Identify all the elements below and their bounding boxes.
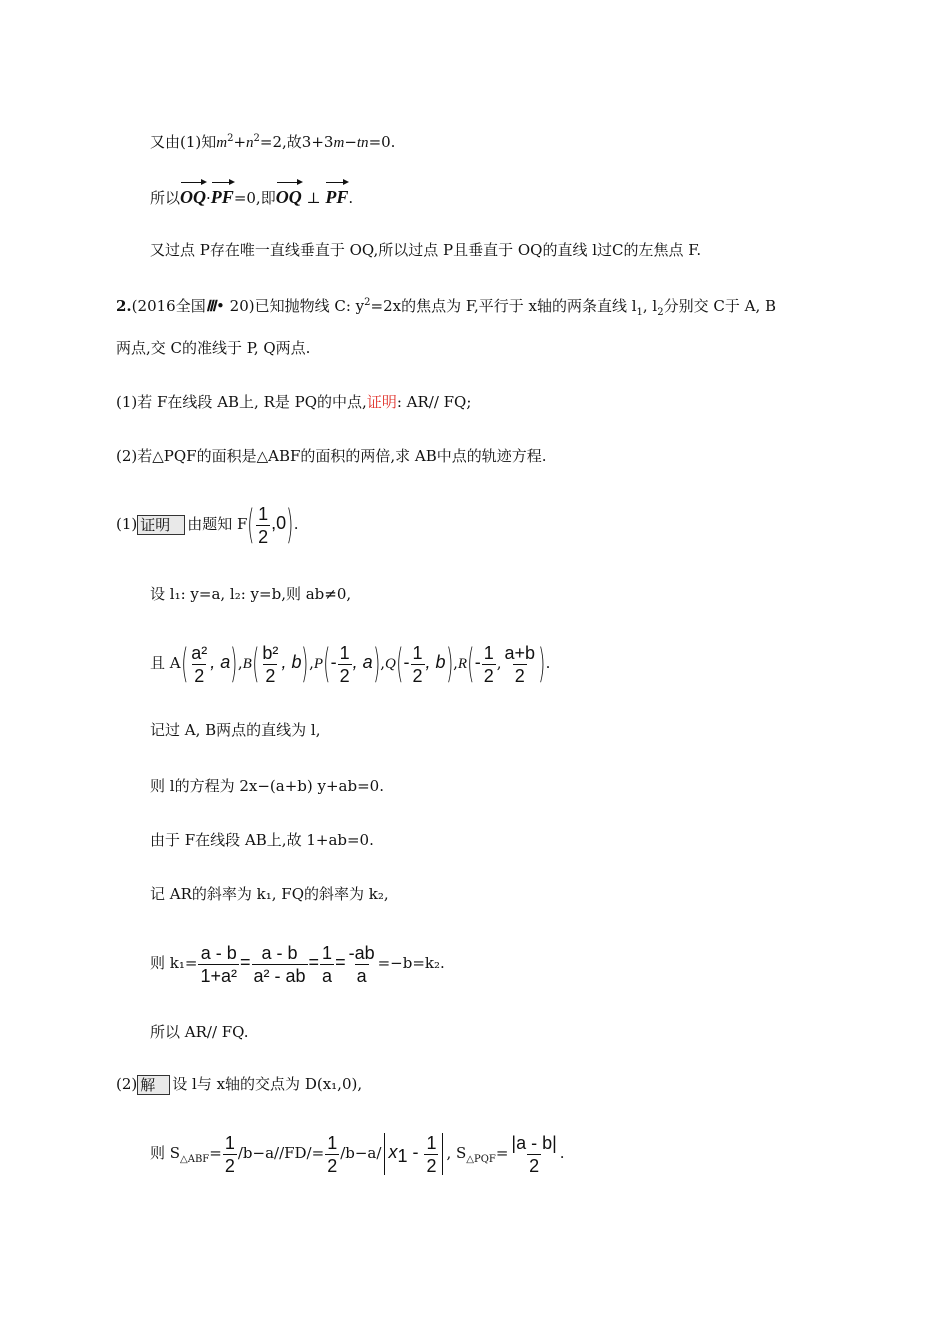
solution-line-8 [150,937,445,988]
fraction: $\frac{a+b}{2}$ [504,642,536,686]
text: 设 l与 x轴的交点为 D(x₁,0), [172,1075,363,1093]
answer-box: 解 [137,1075,170,1095]
left-paren: ( [252,641,260,687]
text: 又过点 P存在唯一直线垂直于 OQ,所以过点 P且垂直于 OQ的直线 l过C的左焦点 F. [150,241,702,259]
left-paren: ( [247,502,255,548]
fraction: $\frac{1}{2}$ [224,1132,235,1176]
text: 则 k₁= [150,954,198,972]
minus: − [344,133,357,151]
sub: 2 [657,307,664,318]
abs-bar-right [442,1133,443,1175]
text: 分别交 C于 A, B [663,297,777,315]
fraction: $\frac{\text{b²}}{2}$ [262,642,279,686]
text: /b−a/ [340,1144,382,1162]
point-label: Q [385,656,396,672]
minus: - [407,1142,424,1162]
text: =−b=k₂. [377,954,445,972]
text: = [209,1144,222,1162]
var-m: m [216,135,228,151]
subscript: 1 [397,1146,408,1166]
text: =2,故3+3 [259,133,334,151]
fraction-half: $\frac{1}{2}$ [258,503,269,547]
text: , l [642,297,658,315]
text: : AR// FQ; [396,393,472,411]
fraction: $\frac{1}{2}$ [412,642,423,686]
text: 则 l的方程为 2x−(a+b) y+ab=0. [150,777,384,795]
neg: - [474,652,481,672]
fraction: $\frac{1}{2}$ [327,1132,338,1176]
exp: 2 [227,133,234,144]
solution-line-5 [150,776,384,796]
part-tag: (2) [116,1075,138,1093]
coord: , a [352,652,373,672]
line-3 [150,240,701,260]
left-paren: ( [323,641,331,687]
text: 又由(1)知 [150,133,217,151]
text: =0,即 [233,189,276,207]
text: (2016全国 [131,297,206,315]
solution-line-7 [150,884,389,904]
text: 由于 F在线段 AB上,故 1+ab=0. [150,831,374,849]
var-n: n [246,135,254,151]
exp: 2 [364,297,371,308]
part-tag: (1) [116,515,138,533]
fraction: $\frac{a - b}{\text{1+a²}}$ [200,942,237,986]
right-paren: ) [286,502,294,548]
fraction: $\frac{a - b}{\text{a² - ab}}$ [253,942,306,986]
text: 记 AR的斜率为 k₁, FQ的斜率为 k₂, [150,885,389,903]
text: = [495,1144,509,1162]
solution-line-9 [150,1022,249,1042]
sub: 1 [636,307,643,318]
fraction: $\frac{|a - b|}{2}$ [511,1132,557,1176]
text: 设 l₁: y=a, l₂: y=b,则 ab≠0, [150,585,352,603]
vector-oq: OQ [180,184,206,210]
fraction: $\frac{\text{a²}}{2}$ [191,642,208,686]
coord: , b [281,652,302,672]
text: . [348,189,354,207]
solution-line-6 [150,830,374,850]
exp: 2 [253,133,260,144]
vector-pf: PF [325,184,348,210]
text: =2x的焦点为 F,平行于 x轴的两条直线 l [370,297,637,315]
point-label: R [457,656,468,672]
solution-line-points: 且 A( $\frac{\text{a²}}{2}$ , a),B( $\frac{\text{b²}}{2}$ , b),P(- $\frac{1}{2}$ , a),Q(- $\frac{1}{2}$ , b),R(- $\frac{1}{2}$ , $\frac{a+b}{2}$ ). [150,641,551,687]
fraction: $\frac{1}{2}$ [339,642,350,686]
text: (2)若△PQF的面积是△ABF的面积的两倍,求 AB中点的轨迹方程. [116,447,547,465]
solution-2-area [150,1127,565,1178]
equals: = [239,952,251,972]
proof-label-red: 证明 [366,393,397,411]
question-2 [116,446,547,466]
solution-line-set [150,584,351,604]
coord: , b [425,652,446,672]
text: 且 A [150,654,181,672]
problem-number: 2. [116,297,132,315]
neg: - [330,652,337,672]
var-tn: tn [356,135,369,151]
text: 所以 [150,189,181,207]
right-paren: ) [230,641,238,687]
text: 由题知 F [187,515,248,533]
subscript: △ABF [180,1154,210,1165]
neg: - [403,652,410,672]
coord: ,0 [271,513,287,533]
right-paren: ) [445,641,453,687]
vector-pf: PF [211,184,234,210]
right-paren: ) [372,641,380,687]
fraction: $\frac{1}{2}$ [426,1132,437,1176]
fraction: $\frac{-ab}{a}$ [348,942,375,986]
text: 两点,交 C的准线于 P, Q两点. [116,339,311,357]
var-m: m [333,135,345,151]
dot: · [206,189,211,207]
abs-bar-left [384,1133,385,1175]
proof-box: 证明 [137,515,185,535]
text: . [293,515,299,533]
equals: = [308,952,320,972]
solution-1-header [116,498,298,549]
roman-numeral: Ⅲ [205,299,217,315]
text: 则 S [150,1144,181,1162]
text: • 20)已知抛物线 C: y [216,297,365,315]
right-paren: ) [538,641,546,687]
coord: , a [210,652,231,672]
solution-2-header [116,1074,362,1095]
perp-symbol: ⊥ [306,189,321,207]
text: . [559,1144,565,1162]
problem-2-line-1 [116,296,776,317]
fraction: $\frac{1}{a}$ [322,942,333,986]
question-1 [116,392,471,412]
subscript: △PQF [466,1154,496,1165]
plus: + [233,133,247,151]
solution-line-4 [150,720,321,740]
text: 所以 AR// FQ. [150,1023,249,1041]
equals: = [335,952,346,972]
point-label: B [242,656,252,672]
right-paren: ) [301,641,309,687]
text: =0. [368,133,396,151]
line-1 [150,132,395,153]
left-paren: ( [396,641,404,687]
line-2 [150,184,353,211]
text: 记过 A, B两点的直线为 l, [150,721,321,739]
left-paren: ( [467,641,475,687]
text: . [545,654,551,672]
vector-oq: OQ [276,184,302,210]
left-paren: ( [180,641,188,687]
point-label: P [313,656,324,672]
fraction: $\frac{1}{2}$ [483,642,494,686]
problem-2-line-2 [116,338,310,358]
text: , S [446,1144,467,1162]
text: /b−a//FD/= [237,1144,325,1162]
var-x: x [388,1142,398,1162]
text: (1)若 F在线段 AB上, R是 PQ的中点, [116,393,367,411]
